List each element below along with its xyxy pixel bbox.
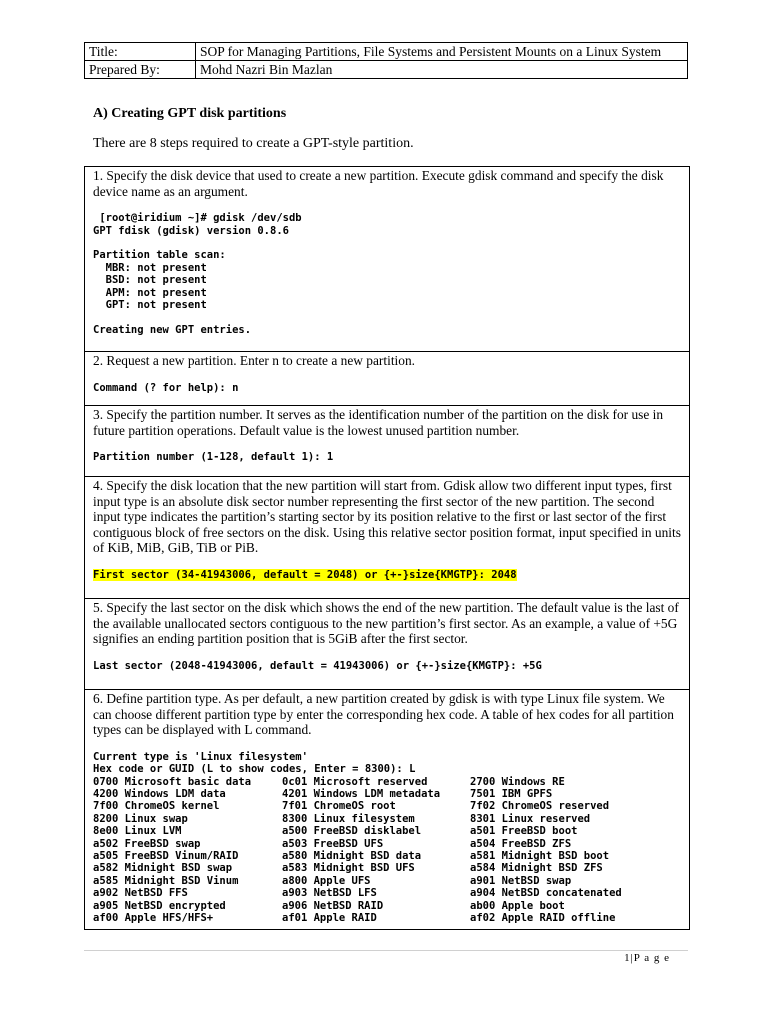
- hex-code-row: [93, 788, 622, 800]
- hex-code-cell: 4201 Windows LDM metadata: [282, 788, 441, 800]
- hex-code-cell: a902 NetBSD FFS: [93, 887, 188, 900]
- step-4: [85, 477, 689, 599]
- hex-code-cell: a903 NetBSD LFS: [282, 887, 377, 900]
- hex-code-cell: af01 Apple RAID: [282, 912, 377, 925]
- header-row-prepared: [85, 61, 688, 79]
- hex-code-cell: 8e00 Linux LVM: [93, 825, 182, 838]
- step-4-code: First sector (34-41943006, default = 2048) or {+-}size{KMGTP}: 2048: [93, 568, 517, 581]
- step-2: [85, 352, 689, 406]
- hex-code-cell: 0700 Microsoft basic data: [93, 775, 252, 788]
- hex-code-cell: a585 Midnight BSD Vinum: [93, 874, 239, 887]
- hex-code-cell: ab00 Apple boot: [470, 899, 565, 912]
- page-separator: |: [630, 952, 634, 964]
- step-6: [85, 690, 689, 930]
- hex-code-cell: a582 Midnight BSD swap: [93, 862, 233, 875]
- title-value: SOP for Managing Partitions, File Systems and Persistent Mounts on a Linux System: [196, 43, 688, 61]
- hex-code-cell: a580 Midnight BSD data: [282, 850, 422, 863]
- step-1-text: 1. Specify the disk device that used to create a new partition. Execute gdisk command and specify the disk device name as an argument.: [93, 168, 664, 199]
- header-row-title: [85, 43, 688, 61]
- section-title: A) Creating GPT disk partitions: [93, 106, 287, 121]
- prepared-label: Prepared By:: [85, 61, 196, 79]
- step-1-code: [root@iridium ~]# gdisk /dev/sdb GPT fdisk (gdisk) version 0.8.6 Partition table scan: MBR: not present BSD: not present APM: not present GPT: not present Creating new GPT entries.: [93, 212, 302, 336]
- page-footer: [624, 952, 670, 964]
- step-6-code: Current type is 'Linux filesystem' Hex code or GUID (L to show codes, Enter = 8300): L: [93, 750, 416, 776]
- hex-code-cell: a901 NetBSD swap: [470, 874, 572, 887]
- hex-code-cell: a904 NetBSD concatenated: [470, 887, 622, 900]
- hex-code-cell: a800 Apple UFS: [282, 874, 371, 887]
- step-5: [85, 599, 689, 690]
- hex-code-cell: a905 NetBSD encrypted: [93, 899, 226, 912]
- hex-code-row: [93, 825, 622, 837]
- step-4-text: 4. Specify the disk location that the new partition will start from. Gdisk allow two different input types, first input type is an absolute disk sector number representing the first sector of the new partition. The second input type indicates the partition’s starting sector by its position relative to the first or last sector of the first contiguous block of free sectors on the disk. Using this relative sector position format, input specified in units of KiB, MiB, GiB, TiB or PiB.: [93, 478, 681, 556]
- hex-code-table: [93, 776, 622, 925]
- hex-code-cell: 4200 Windows LDM data: [93, 788, 226, 800]
- step-2-text: 2. Request a new partition. Enter n to create a new partition.: [93, 353, 416, 368]
- hex-code-row: [93, 900, 622, 912]
- hex-code-cell: a504 FreeBSD ZFS: [470, 837, 572, 850]
- step-1: [85, 167, 689, 352]
- hex-code-cell: 8200 Linux swap: [93, 812, 188, 825]
- hex-code-row: [93, 850, 622, 862]
- footer-divider: [84, 950, 688, 951]
- steps-table: [84, 166, 690, 930]
- step-5-code: Last sector (2048-41943006, default = 41943006) or {+-}size{KMGTP}: +5G: [93, 659, 542, 672]
- hex-code-row: [93, 776, 622, 788]
- hex-code-row: [93, 838, 622, 850]
- hex-code-cell: 8301 Linux reserved: [470, 812, 591, 825]
- hex-code-cell: a502 FreeBSD swap: [93, 837, 201, 850]
- step-3-text: 3. Specify the partition number. It serves as the identification number of the partition on the disk for use in future partition operations. Default value is the lowest unused partition number.: [93, 407, 664, 438]
- hex-code-cell: 7f01 ChromeOS root: [282, 800, 396, 813]
- hex-code-cell: 8300 Linux filesystem: [282, 812, 415, 825]
- hex-code-cell: 7501 IBM GPFS: [470, 788, 553, 800]
- hex-code-cell: a906 NetBSD RAID: [282, 899, 384, 912]
- page-label: P a g e: [633, 952, 670, 964]
- hex-code-cell: af00 Apple HFS/HFS+: [93, 912, 214, 925]
- hex-code-row: [93, 862, 622, 874]
- title-label: Title:: [85, 43, 196, 61]
- hex-code-cell: a505 FreeBSD Vinum/RAID: [93, 850, 239, 863]
- step-6-text: 6. Define partition type. As per default, a new partition created by gdisk is with type Linux file system. We can choose different partition type by enter the corresponding hex code. A table of hex codes for all partition types can be displayed with L command.: [93, 691, 674, 738]
- hex-code-cell: a583 Midnight BSD UFS: [282, 862, 415, 875]
- hex-code-cell: 7f02 ChromeOS reserved: [470, 800, 610, 813]
- section-intro: There are 8 steps required to create a GPT-style partition.: [93, 136, 414, 151]
- hex-code-cell: a581 Midnight BSD boot: [470, 850, 610, 863]
- hex-code-cell: a584 Midnight BSD ZFS: [470, 862, 603, 875]
- step-3-code: Partition number (1-128, default 1): 1: [93, 451, 334, 464]
- step-2-code: Command (? for help): n: [93, 381, 239, 394]
- step-5-text: 5. Specify the last sector on the disk which shows the end of the new partition. The default value is the last of the available unallocated sectors contiguous to the new partition’s first sector. As an example, a value of +5G signifies an ending partition position that is 5GiB after the first sector.: [93, 600, 679, 647]
- step-3: [85, 406, 689, 477]
- hex-code-row: [93, 800, 622, 812]
- hex-code-cell: 2700 Windows RE: [470, 775, 565, 788]
- hex-code-cell: af02 Apple RAID offline: [470, 912, 616, 925]
- prepared-value: Mohd Nazri Bin Mazlan: [196, 61, 688, 79]
- hex-code-row: [93, 875, 622, 887]
- hex-code-cell: a501 FreeBSD boot: [470, 825, 578, 838]
- hex-code-cell: 0c01 Microsoft reserved: [282, 775, 428, 788]
- hex-code-row: [93, 912, 622, 924]
- hex-code-cell: a500 FreeBSD disklabel: [282, 825, 422, 838]
- header-table: [84, 42, 688, 79]
- hex-code-cell: a503 FreeBSD UFS: [282, 837, 384, 850]
- hex-code-cell: 7f00 ChromeOS kernel: [93, 800, 220, 813]
- page-number: 1: [624, 952, 631, 964]
- hex-code-row: [93, 887, 622, 899]
- hex-code-row: [93, 813, 622, 825]
